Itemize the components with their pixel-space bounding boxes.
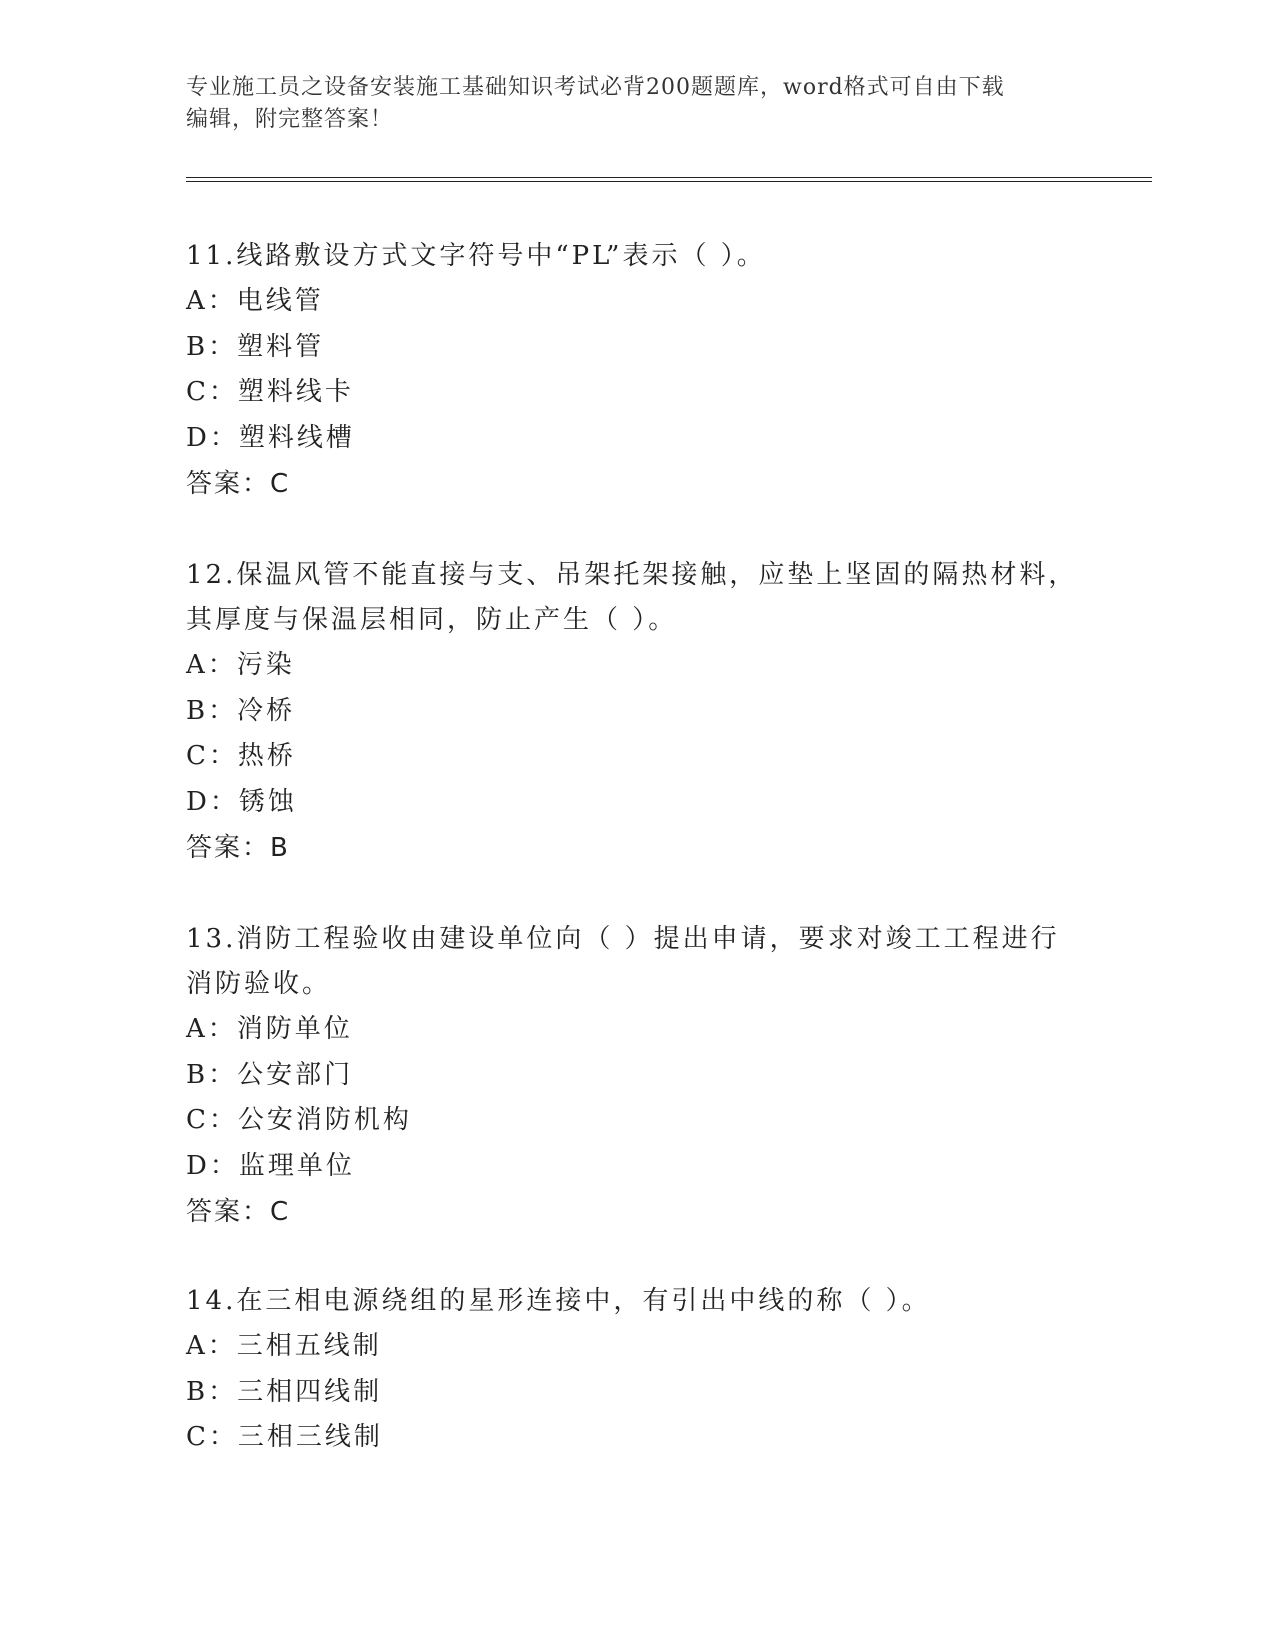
question-stem: 12.保温风管不能直接与支、吊架托架接触，应垫上坚固的隔热材料，: [186, 560, 1078, 590]
header-line-2: 编辑，附完整答案！: [186, 107, 394, 132]
option-d: D：塑料线槽: [186, 422, 355, 453]
question-stem-continued: 其厚度与保温层相同，防止产生（ ）。: [186, 605, 678, 635]
option-b: B：公安部门: [186, 1059, 354, 1090]
option-a: A：电线管: [186, 286, 324, 316]
question-11: [186, 234, 1086, 507]
option-a: A：三相五线制: [186, 1331, 382, 1361]
option-d: D：锈蚀: [186, 786, 297, 817]
question-12: [186, 553, 1086, 871]
question-stem: 11.线路敷设方式文字符号中“PL”表示（ ）。: [186, 241, 766, 271]
option-c: C：三相三线制: [186, 1422, 383, 1452]
question-stem-continued: 消防验收。: [186, 969, 332, 999]
option-a: A：消防单位: [186, 1014, 353, 1044]
answer: 答案：C: [186, 1197, 291, 1227]
option-c: C：公安消防机构: [186, 1105, 412, 1135]
option-c: C：热桥: [186, 741, 296, 771]
header-line-1: 专业施工员之设备安装施工基础知识考试必背200题题库，word格式可自由下载: [186, 75, 1005, 100]
document-header: [186, 72, 1066, 136]
question-stem: 13.消防工程验收由建设单位向（ ）提出申请，要求对竣工工程进行: [186, 924, 1060, 954]
header-divider-bottom: [186, 181, 1152, 182]
option-b: B：三相四线制: [186, 1376, 383, 1407]
option-b: B：塑料管: [186, 331, 325, 362]
question-14: [186, 1279, 1086, 1461]
option-c: C：塑料线卡: [186, 377, 354, 407]
answer: 答案：C: [186, 469, 291, 499]
answer: 答案：B: [186, 833, 290, 863]
option-b: B：冷桥: [186, 695, 296, 726]
question-stem: 14.在三相电源绕组的星形连接中，有引出中线的称（ ）。: [186, 1286, 931, 1316]
header-divider-top: [186, 177, 1152, 178]
option-a: A：污染: [186, 650, 295, 680]
question-13: [186, 917, 1086, 1235]
option-d: D：监理单位: [186, 1150, 355, 1181]
